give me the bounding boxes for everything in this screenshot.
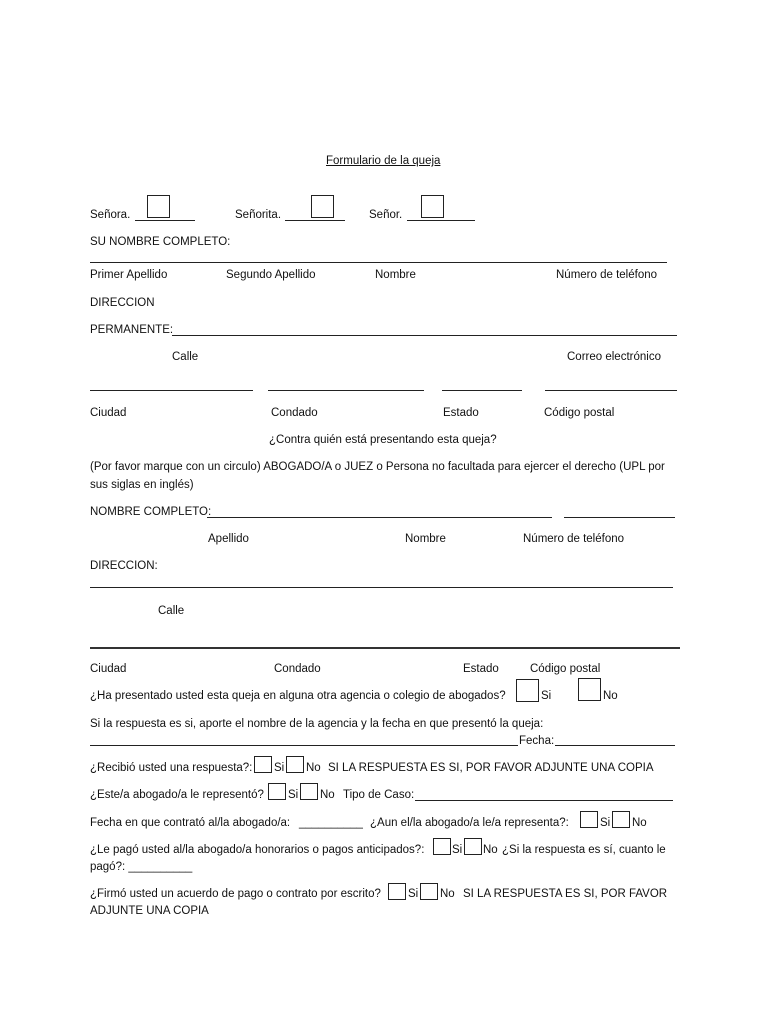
full-name-label: SU NOMBRE COMPLETO: (90, 236, 231, 248)
page-title: Formulario de la queja (326, 155, 441, 167)
q1-no-checkbox[interactable] (578, 678, 601, 701)
q5-line2: pagó?: __________ (90, 861, 193, 873)
q1-no-label: No (603, 690, 618, 702)
against-calle-label: Calle (158, 605, 185, 617)
permanente-label: PERMANENTE: (90, 324, 174, 336)
label-senora: Señora. (90, 209, 131, 221)
section-divider (90, 647, 680, 649)
against-direccion-label: DIRECCION: (90, 560, 158, 572)
against-condado-label: Condado (274, 663, 321, 675)
q6-no-checkbox[interactable] (420, 883, 438, 900)
ciudad-field[interactable] (90, 390, 253, 391)
full-name-field[interactable] (90, 262, 667, 263)
q6-si-checkbox[interactable] (388, 883, 406, 900)
q4b-si-label: Si (600, 817, 611, 829)
calle-label: Calle (172, 351, 199, 363)
condado-field[interactable] (268, 390, 424, 391)
label-senor: Señor. (369, 209, 403, 221)
senora-checkbox[interactable] (147, 195, 170, 218)
q2-si-checkbox[interactable] (254, 756, 272, 773)
senora-underline (135, 220, 195, 221)
against-question: ¿Contra quién está presentando esta queja? (269, 434, 497, 446)
q3-si-label: Si (288, 789, 299, 801)
correo-label: Correo electrónico (567, 351, 661, 363)
fecha-field[interactable] (555, 745, 675, 746)
q5-text: ¿Le pagó usted al/la abogado/a honorarios o pagos anticipados?: (90, 844, 425, 856)
q1-si-checkbox[interactable] (516, 679, 539, 702)
segundo-apellido-label: Segundo Apellido (226, 269, 316, 281)
condado-label: Condado (271, 407, 318, 419)
q3-tipo-label: Tipo de Caso: (343, 789, 415, 801)
against-instructions-2: sus siglas en inglés) (90, 479, 194, 491)
q3-si-checkbox[interactable] (268, 783, 286, 800)
telefono-label: Número de teléfono (556, 269, 658, 281)
q5-si-label: Si (452, 844, 463, 856)
against-apellido-label: Apellido (208, 533, 249, 545)
ciudad-label: Ciudad (90, 407, 127, 419)
q3-text: ¿Este/a abogado/a le representó? (90, 789, 264, 801)
senor-checkbox[interactable] (421, 195, 444, 218)
against-full-name-label: NOMBRE COMPLETO: (90, 506, 212, 518)
senorita-checkbox[interactable] (311, 195, 334, 218)
primer-apellido-label: Primer Apellido (90, 269, 168, 281)
nombre-label: Nombre (375, 269, 416, 281)
q1-text: ¿Ha presentado usted esta queja en alguna otra agencia o colegio de abogados? (90, 690, 506, 702)
estado-field[interactable] (442, 390, 522, 391)
fecha-label: Fecha: (519, 735, 555, 747)
q2-note: SI LA RESPUESTA ES SI, POR FAVOR ADJUNTE UNA COPIA (328, 762, 654, 774)
q4b-text: ¿Aun el/la abogado/a le/a representa?: (370, 817, 569, 829)
tipo-caso-field[interactable] (415, 800, 673, 801)
q4b-si-checkbox[interactable] (580, 811, 598, 828)
codigo-postal-field[interactable] (545, 390, 677, 391)
q5-no-checkbox[interactable] (464, 838, 482, 855)
label-senorita: Señorita. (235, 209, 282, 221)
q5-cont: ¿Si la respuesta es sí, cuanto le (502, 844, 666, 856)
q4b-no-checkbox[interactable] (612, 811, 630, 828)
q2-text: ¿Recibió usted una respuesta?: (90, 762, 253, 774)
q2-si-label: Si (274, 762, 285, 774)
against-estado-label: Estado (463, 663, 499, 675)
q2-no-checkbox[interactable] (286, 756, 304, 773)
q3-no-checkbox[interactable] (300, 783, 318, 800)
against-instructions-1: (Por favor marque con un circulo) ABOGADO/A o JUEZ o Persona no facultada para ejercer el derecho (UPL por (90, 461, 665, 473)
q6-note: SI LA RESPUESTA ES SI, POR FAVOR (463, 888, 668, 900)
codigo-postal-label: Código postal (544, 407, 615, 419)
q6-no-label: No (440, 888, 455, 900)
q4b-no-label: No (632, 817, 647, 829)
q4-date-blank[interactable]: __________ (299, 817, 363, 829)
senorita-underline (285, 220, 345, 221)
q3-no-label: No (320, 789, 335, 801)
q4-text: Fecha en que contrató al/la abogado/a: (90, 817, 291, 829)
against-phone-field[interactable] (564, 517, 675, 518)
senor-underline (407, 220, 475, 221)
q1-si-label: Si (541, 690, 552, 702)
agency-field[interactable] (90, 745, 518, 746)
against-nombre-label: Nombre (405, 533, 446, 545)
against-name-field[interactable] (207, 517, 552, 518)
permanente-field[interactable] (172, 335, 677, 336)
against-codigo-postal-label: Código postal (530, 663, 601, 675)
against-ciudad-label: Ciudad (90, 663, 127, 675)
against-telefono-label: Número de teléfono (523, 533, 625, 545)
direccion-label: DIRECCION (90, 297, 155, 309)
q6-si-label: Si (408, 888, 419, 900)
estado-label: Estado (443, 407, 479, 419)
against-address-field[interactable] (90, 587, 673, 588)
q1-followup: Si la respuesta es si, aporte el nombre de la agencia y la fecha en que presentó la queja: (90, 718, 544, 730)
q6-text: ¿Firmó usted un acuerdo de pago o contrato por escrito? (90, 888, 381, 900)
q5-si-checkbox[interactable] (433, 838, 451, 855)
q6-line2: ADJUNTE UNA COPIA (90, 905, 209, 917)
q2-no-label: No (306, 762, 321, 774)
q5-no-label: No (483, 844, 498, 856)
